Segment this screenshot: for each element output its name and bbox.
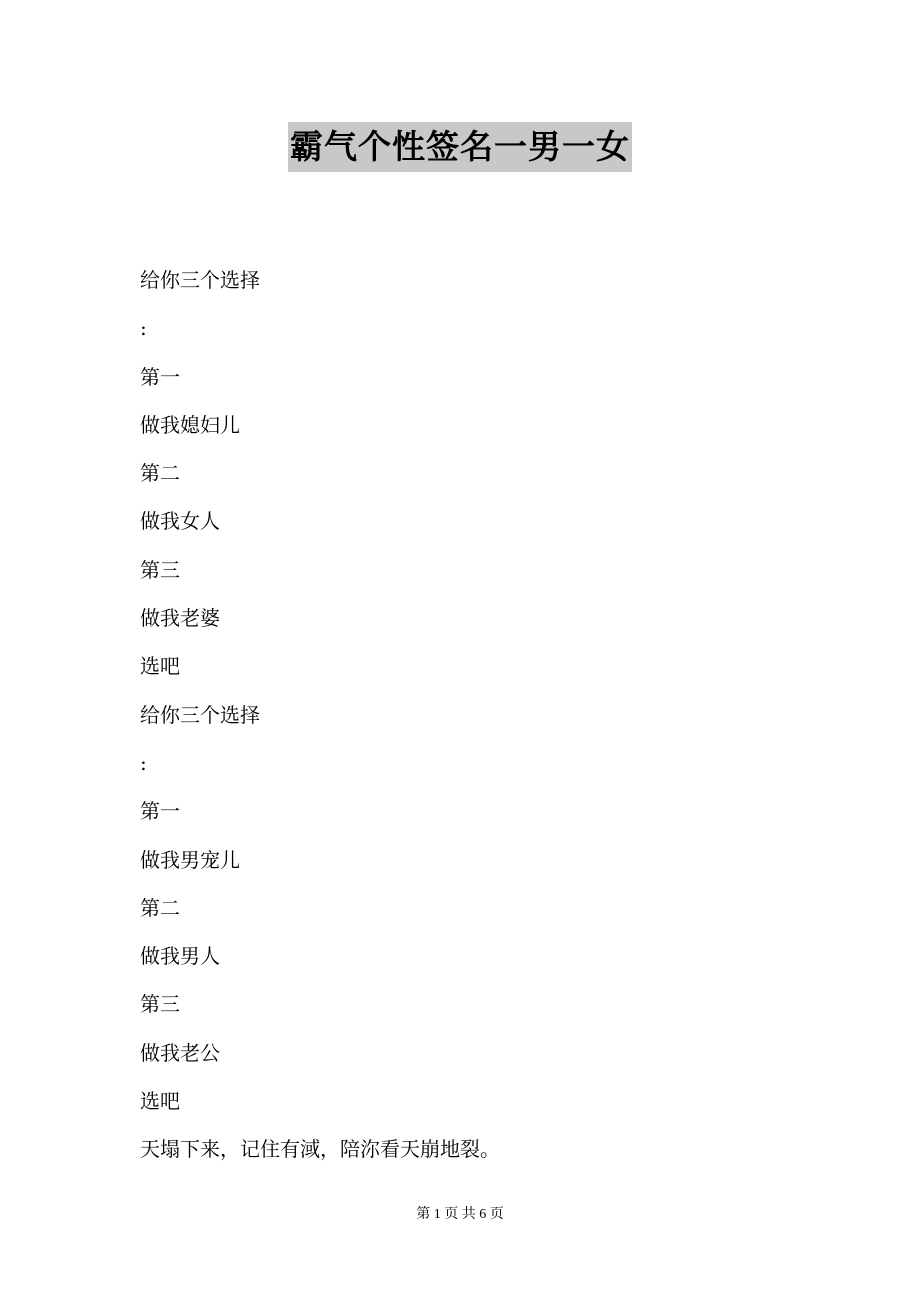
text-line: 天塌下来，记住有淢，陪沵看天崩地裂。	[140, 1137, 500, 1162]
text-line: 第二	[140, 895, 180, 920]
page-title: 霸气个性签名一男一女	[288, 122, 632, 172]
page-title-container	[0, 122, 920, 172]
text-line: 第三	[140, 992, 180, 1017]
text-line: :	[140, 750, 147, 775]
text-line: 第一	[140, 799, 180, 824]
page-footer: 第 1 页 共 6 页	[416, 1207, 504, 1222]
text-line: 第二	[140, 461, 180, 486]
document-body	[140, 258, 840, 1176]
text-line: 选吧	[140, 1089, 180, 1114]
text-line: 给你三个选择	[140, 268, 260, 292]
text-line: 给你三个选择	[140, 702, 260, 727]
text-line: 选吧	[140, 654, 180, 679]
text-line: 做我男宠儿	[140, 847, 240, 872]
text-line: 做我老公	[140, 1040, 220, 1065]
text-line: 做我媳妇儿	[140, 412, 240, 437]
text-line: 第三	[140, 557, 180, 582]
text-line: 做我老婆	[140, 606, 220, 631]
text-line: 做我男人	[140, 944, 220, 969]
text-line: 做我女人	[140, 509, 220, 534]
text-line: :	[140, 316, 147, 341]
text-line: 第一	[140, 364, 180, 389]
